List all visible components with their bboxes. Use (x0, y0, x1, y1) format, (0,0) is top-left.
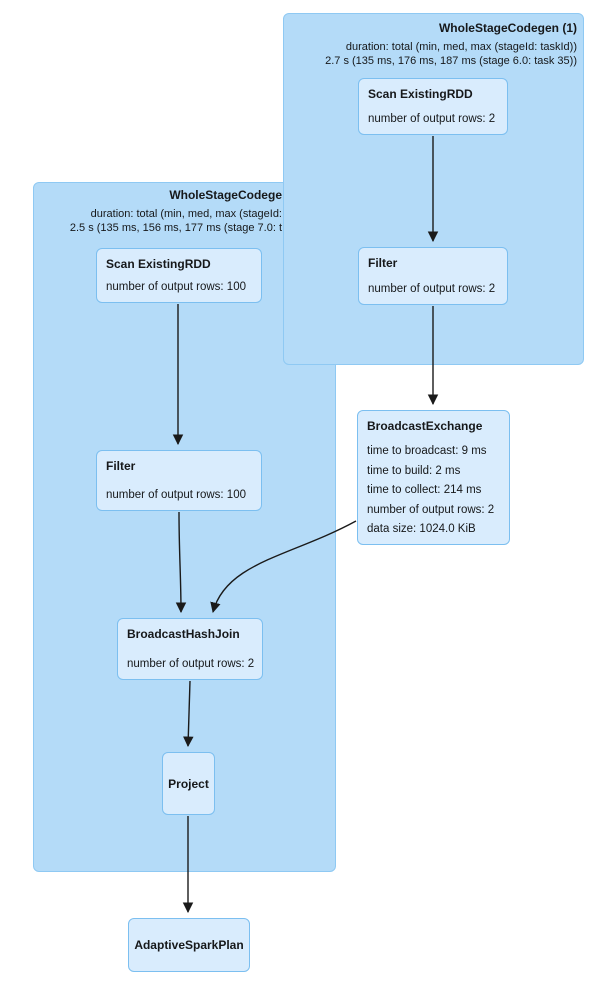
node-title: BroadcastHashJoin (127, 627, 240, 641)
node-title: Filter (368, 256, 398, 270)
cluster-header-left (70, 188, 282, 235)
node-broadcast-hash-join[interactable] (117, 618, 263, 680)
node-scan-existingrdd-1[interactable] (358, 78, 508, 135)
node-title: Project (168, 776, 209, 791)
node-metrics (367, 444, 500, 536)
node-filter-2[interactable] (96, 450, 262, 511)
cluster-duration-right-line1: duration: total (min, med, max (stageId: taskId)) (345, 41, 577, 53)
node-metric-output-rows: number of output rows: 2 (127, 658, 255, 670)
node-broadcast-exchange[interactable] (357, 410, 510, 545)
node-metric-output-rows: number of output rows: 100 (106, 281, 246, 293)
node-title: BroadcastExchange (367, 419, 483, 433)
node-title: Scan ExistingRDD (106, 257, 211, 271)
node-metric-time-to-collect: time to collect: 214 ms (367, 484, 482, 496)
node-filter-1[interactable] (358, 247, 508, 305)
cluster-duration-left-line2: 2.5 s (135 ms, 156 ms, 177 ms (stage 7.0: t (69, 221, 282, 234)
cluster-header-right (284, 14, 583, 68)
node-project[interactable] (162, 752, 215, 815)
cluster-duration-left-line1: duration: total (min, med, max (stageId: (90, 208, 282, 220)
cluster-title-right: WholeStageCodegen (1) (438, 21, 577, 35)
node-metric-output-rows: number of output rows: 2 (367, 503, 495, 516)
node-adaptive-spark-plan[interactable] (128, 918, 250, 972)
cluster-duration-right-line2: 2.7 s (135 ms, 176 ms, 187 ms (stage 6.0: task 35)) (325, 54, 577, 67)
cluster-duration-left (70, 208, 282, 235)
node-title: AdaptiveSparkPlan (134, 938, 244, 952)
node-metric-time-to-build: time to build: 2 ms (367, 464, 461, 477)
cluster-wholestagecodegen-1 (283, 13, 584, 365)
node-title: Scan ExistingRDD (368, 87, 473, 101)
node-metric-output-rows: number of output rows: 100 (106, 489, 246, 501)
cluster-duration-right (284, 41, 577, 68)
node-title: Filter (106, 459, 136, 473)
node-metric-time-to-broadcast: time to broadcast: 9 ms (367, 445, 487, 457)
node-metric-output-rows: number of output rows: 2 (368, 113, 496, 125)
node-metric-data-size: data size: 1024.0 KiB (367, 523, 476, 535)
node-scan-existingrdd-2[interactable] (96, 248, 262, 303)
node-metric-output-rows: number of output rows: 2 (368, 283, 496, 295)
cluster-title-left: WholeStageCodege (169, 188, 282, 202)
